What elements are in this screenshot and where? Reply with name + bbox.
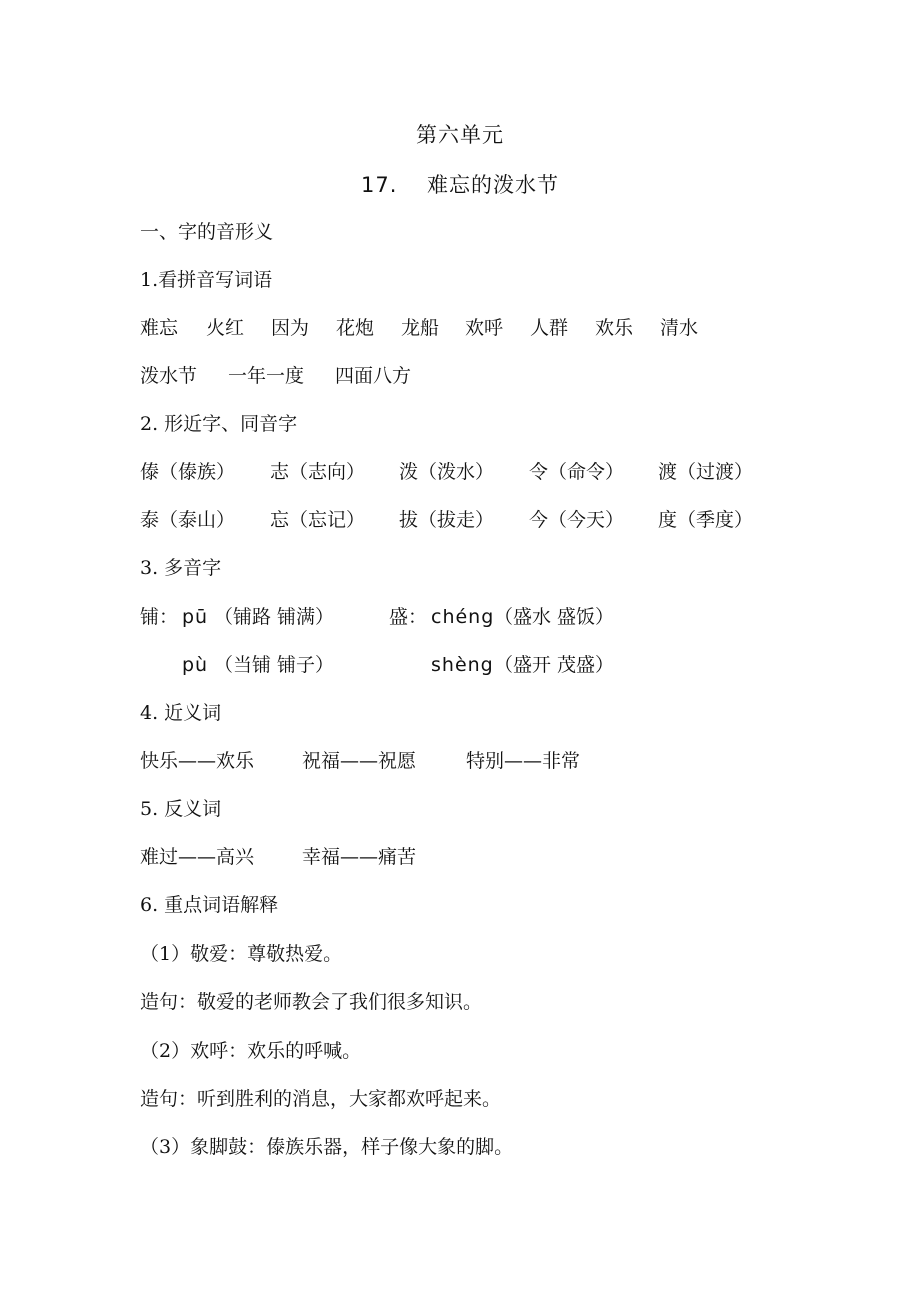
- polyphone-row-2: [140, 653, 840, 677]
- q5-heading: 5. 反义词: [140, 798, 222, 820]
- polyphone-words: （铺路 铺满）: [214, 606, 335, 628]
- polyphone-words: （盛开 茂盛）: [494, 654, 615, 676]
- antonym-pair: 难过——高兴: [140, 846, 255, 868]
- q2-char-row-1: [140, 460, 840, 484]
- char-item: 傣（傣族）: [140, 461, 236, 483]
- pinyin: shèng: [431, 654, 494, 676]
- q2-char-row-2: [140, 508, 840, 532]
- definition-item: （3）象脚鼓：傣族乐器，样子像大象的脚。: [140, 1136, 514, 1158]
- section-heading: 一、字的音形义: [140, 221, 274, 243]
- pinyin: chéng: [431, 606, 495, 628]
- word-item: 欢乐: [595, 317, 634, 339]
- antonym-row: [140, 845, 840, 869]
- definition-item: （2）欢呼：欢乐的呼喊。: [140, 1040, 362, 1062]
- char-item: 令（命令）: [529, 461, 625, 483]
- word-item: 欢呼: [465, 317, 504, 339]
- char-item: 泰（泰山）: [140, 509, 236, 531]
- polyphone-char: 盛：: [389, 606, 428, 628]
- pinyin: pū: [182, 606, 209, 628]
- q6-heading: 6. 重点词语解释: [140, 894, 279, 916]
- word-item: 难忘: [140, 317, 179, 339]
- char-item: 泼（泼水）: [399, 461, 495, 483]
- unit-title: 第六单元: [416, 123, 504, 147]
- antonym-pair: 幸福——痛苦: [302, 846, 417, 868]
- example-sentence: 造句：敬爱的老师教会了我们很多知识。: [140, 991, 483, 1013]
- pinyin: pù: [182, 654, 209, 676]
- word-item: 火红: [206, 317, 245, 339]
- synonym-row: [140, 749, 840, 773]
- synonym-pair: 特别——非常: [466, 750, 581, 772]
- word-item: 一年一度: [228, 365, 305, 387]
- word-item: 四面八方: [335, 365, 412, 387]
- lesson-number: 17.: [361, 173, 398, 197]
- definition-item: （1）敬爱：尊敬热爱。: [140, 943, 343, 965]
- word-item: 人群: [530, 317, 569, 339]
- lesson-name: 难忘的泼水节: [427, 173, 559, 197]
- synonym-pair: 祝福——祝愿: [302, 750, 417, 772]
- q2-heading: 2. 形近字、同音字: [140, 413, 298, 435]
- word-item: 因为: [271, 317, 310, 339]
- char-item: 拔（拔走）: [399, 509, 495, 531]
- char-item: 志（志向）: [270, 461, 366, 483]
- polyphone-words: （盛水 盛饭）: [494, 606, 615, 628]
- polyphone-words: （当铺 铺子）: [214, 654, 335, 676]
- lesson-title: [0, 173, 920, 197]
- char-item: 度（季度）: [658, 509, 754, 531]
- q1-heading: 1.看拼音写词语: [140, 269, 273, 291]
- q1-word-row-2: [140, 364, 840, 388]
- word-item: 泼水节: [140, 365, 198, 387]
- char-item: 渡（过渡）: [658, 461, 754, 483]
- q3-heading: 3. 多音字: [140, 557, 222, 579]
- polyphone-char: 铺：: [140, 606, 179, 628]
- q1-word-row-1: [140, 316, 840, 340]
- char-item: 今（今天）: [529, 509, 625, 531]
- q4-heading: 4. 近义词: [140, 702, 222, 724]
- polyphone-row-1: [140, 605, 840, 629]
- word-item: 龙船: [401, 317, 440, 339]
- word-item: 花炮: [336, 317, 375, 339]
- synonym-pair: 快乐——欢乐: [140, 750, 255, 772]
- word-item: 清水: [660, 317, 699, 339]
- char-item: 忘（忘记）: [270, 509, 366, 531]
- example-sentence: 造句：听到胜利的消息，大家都欢呼起来。: [140, 1088, 502, 1110]
